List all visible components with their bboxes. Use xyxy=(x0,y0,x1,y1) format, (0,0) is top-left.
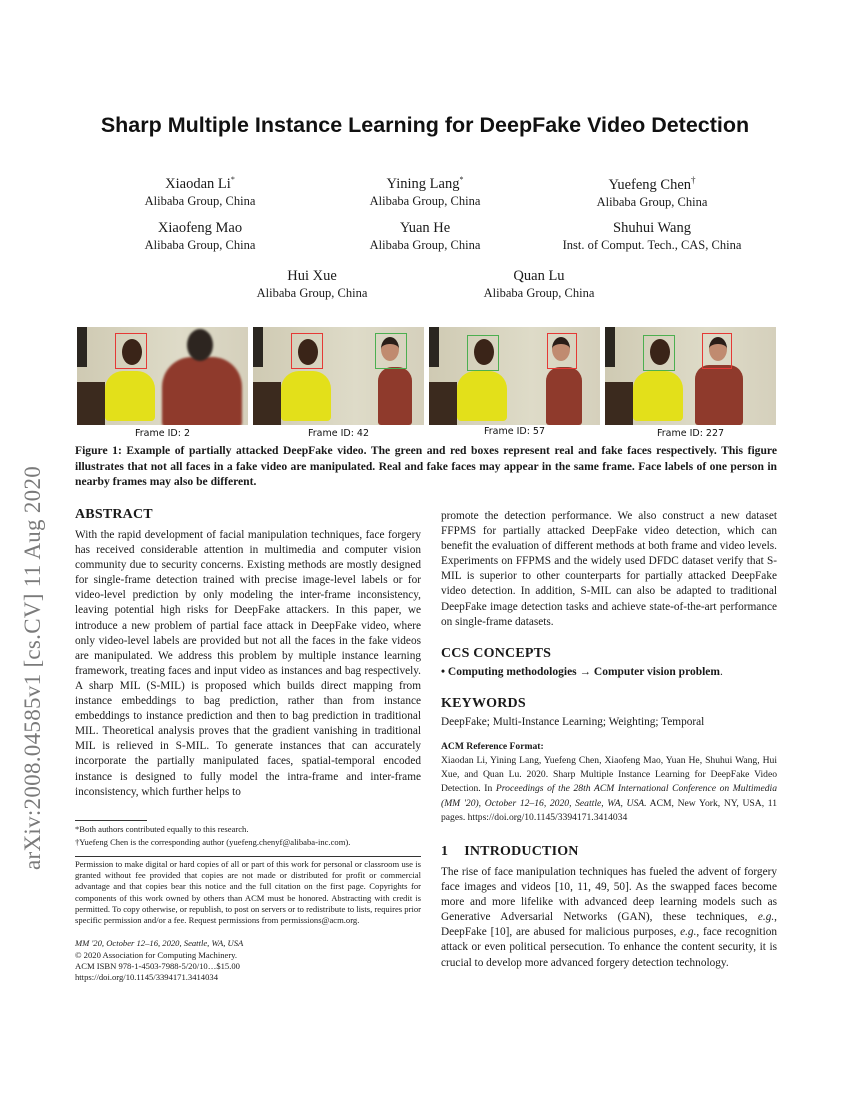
author-mark: * xyxy=(230,175,235,184)
fake-face-box xyxy=(291,333,323,369)
author-mark: * xyxy=(459,175,464,184)
real-face-box xyxy=(467,335,499,371)
video-frame-image xyxy=(77,327,248,425)
author xyxy=(532,171,772,210)
ccs-text: Computing methodologies → Computer vision problem xyxy=(447,666,720,678)
fake-face-box xyxy=(702,333,732,369)
author-affiliation: Alibaba Group, China xyxy=(144,238,256,252)
permission-rule xyxy=(75,856,421,857)
author-affiliation: Alibaba Group, China xyxy=(256,286,368,300)
video-frame-image xyxy=(253,327,424,425)
author-affiliation: Alibaba Group, China xyxy=(483,286,595,300)
reference-plain: Xiaodan Li, Yining Lang, Yuefeng Chen, Xiaofeng Mao, Yuan He, Shuhui Wang, Hui Xue, and Quan Lu. 2020. Sharp Multiple Instance Learning for DeepFake Video Detection. In xyxy=(441,755,777,795)
frame-label: Frame ID: 227 xyxy=(656,428,725,439)
author xyxy=(192,267,432,301)
introduction-heading xyxy=(441,844,579,860)
author-name: Yuan He xyxy=(399,220,451,236)
footnote-rule xyxy=(75,820,147,821)
video-frame-image xyxy=(429,327,600,425)
author-affiliation: Alibaba Group, China xyxy=(144,193,256,208)
intro-eg: e.g. xyxy=(680,926,697,939)
doi-link[interactable]: https://doi.org/10.1145/3394171.3414034 xyxy=(75,972,218,982)
author-mark: † xyxy=(691,175,696,185)
reference-tail: ACM, New York, NY, USA, 11 pages. https://doi.org/10.1145/3394171.3414034 xyxy=(441,797,777,823)
author xyxy=(532,219,772,253)
section-title: INTRODUCTION xyxy=(464,844,579,859)
author-affiliation: Inst. of Comput. Tech., CAS, China xyxy=(562,238,742,252)
author-affiliation: Alibaba Group, China xyxy=(596,194,708,209)
introduction-text xyxy=(441,865,777,971)
abstract-heading: ABSTRACT xyxy=(75,507,153,522)
author-affiliation: Alibaba Group, China xyxy=(369,193,481,208)
intro-eg: e.g. xyxy=(757,911,775,924)
author xyxy=(305,219,545,253)
abstract-text-continued: promote the detection performance. We also construct a new dataset FFPMS for partially attacked DeepFake video detection, which can benefit the evaluation of different methods at both frame and video levels. Experiments on FFPMS and the widely used DFDC dataset verify that S-MIL is superior to other counterparts for partially attacked DeepFake video detection. In addition, S-MIL can also be adapted to traditional DeepFake image detection tasks and achieve state-of-the-art performance on single-frame datasets. xyxy=(441,510,777,628)
author-name: Hui Xue xyxy=(287,268,337,284)
arxiv-identifier: arXiv:2008.04585v1 [cs.CV] 11 Aug 2020 xyxy=(20,465,45,870)
author-affiliation: Alibaba Group, China xyxy=(369,238,481,252)
reference-text xyxy=(441,754,777,825)
isbn: ACM ISBN 978-1-4503-7988-5/20/10…$15.00 xyxy=(75,961,240,971)
author xyxy=(80,219,320,253)
ccs-heading: CCS CONCEPTS xyxy=(441,646,552,661)
permission-notice: Permission to make digital or hard copies of all or part of this work for personal or classroom use is granted without fee provided that copies are not made or distributed for profit or commercial advantage and that copies bear this notice and the full citation on the first page. Copyrights for components of this work owned by others than ACM must be honored. Abstracting with credit is permitted. To copy otherwise, or republish, to post on servers or to redistribute to lists, requires prior specific permission and/or a fee. Request permissions from permissions@acm.org. xyxy=(75,859,421,926)
footnote-equal-contribution: *Both authors contributed equally to this research. xyxy=(75,824,249,834)
author-name: Quan Lu xyxy=(513,268,565,284)
figure-caption: Figure 1: Example of partially attacked DeepFake video. The green and red boxes represent real and fake faces respectively. This figure illustrates that not all faces in a fake video are manipulated. Real and fake faces may appear in the same frame. Face labels of one person in nearby frames may also be different. xyxy=(75,444,777,488)
intro-text-part: , face recognition attack or even political persecution. To enhance the content security, it is crucial to develop more advanced forgery detection technology. xyxy=(441,926,778,969)
fake-face-box xyxy=(115,333,147,369)
reference-heading: ACM Reference Format: xyxy=(441,741,544,752)
real-face-box xyxy=(375,333,407,369)
author-name: Yining Lang xyxy=(386,175,460,192)
author-name: Xiaofeng Mao xyxy=(157,220,243,236)
frame-label: Frame ID: 42 xyxy=(307,428,370,439)
reference-proceedings: Proceedings of the 28th ACM International Conference on Multimedia (MM '20), October 12–16, 2020, Seattle, WA, USA. xyxy=(441,783,778,809)
copyright: © 2020 Association for Computing Machinery. xyxy=(75,950,238,960)
author xyxy=(80,171,320,209)
frame-label: Frame ID: 57 xyxy=(483,426,546,437)
video-frame-image xyxy=(605,327,776,425)
intro-text-part: , DeepFake [10], are abused for malicious purposes, xyxy=(441,911,777,939)
author xyxy=(305,171,545,209)
ccs-concept xyxy=(441,666,723,678)
author xyxy=(419,267,659,301)
author-name: Shuhui Wang xyxy=(613,220,691,236)
keywords-heading: KEYWORDS xyxy=(441,696,526,711)
bullet: • xyxy=(441,666,446,678)
section-number: 1 xyxy=(441,844,449,859)
real-face-box xyxy=(643,335,675,371)
abstract-text: With the rapid development of facial manipulation techniques, face forgery has received considerable attention in multimedia and computer vision community due to security concerns. Existing methods are mostly designed for single-frame detection trained with precise image-level labels or for video-level prediction by only modeling the inter-frame inconsistency, leaving potential high risks for DeepFake attackers. In this paper, we introduce a new problem of partial face attack in DeepFake video, where only video-level labels are provided but not all the faces in the fake videos are manipulated. We address this problem by multiple instance learning framework, treating faces and input video as instances and bag respectively. A sharp MIL (S-MIL) is proposed which builds direct mapping from instance embeddings to bag prediction, rather than from instance embeddings to instance prediction and then to bag prediction in traditional MIL. Theoretical analysis proves that the gradient vanishing in traditional MIL is relieved in S-MIL. To generate instances that can accurately incorporate the partially manipulated faces, spatial-temporal encoded instance is designed to fully model the intra-frame and inter-frame inconsistency, which further helps to xyxy=(75,529,421,798)
author-name: Yuefeng Chen xyxy=(608,176,692,193)
venue: MM '20, October 12–16, 2020, Seattle, WA, USA xyxy=(75,938,244,948)
period: . xyxy=(720,666,723,678)
author-name: Xiaodan Li xyxy=(165,175,231,192)
intro-text-part: The rise of face manipulation techniques has fueled the advent of forgery face images and videos [10, 11, 49, 50]. As the swapped faces become more and more lifelike with advanced deep learning models such as Generative Adversarial Networks (GAN), these techniques, xyxy=(441,866,777,924)
fake-face-box xyxy=(547,333,577,369)
footnote-corresponding: †Yuefeng Chen is the corresponding author (yuefeng.chenyf@alibaba-inc.com). xyxy=(75,837,351,847)
paper-title: Sharp Multiple Instance Learning for DeepFake Video Detection xyxy=(100,113,750,137)
keywords: DeepFake; Multi-Instance Learning; Weighting; Temporal xyxy=(441,716,705,728)
frame-label: Frame ID: 2 xyxy=(134,428,190,439)
